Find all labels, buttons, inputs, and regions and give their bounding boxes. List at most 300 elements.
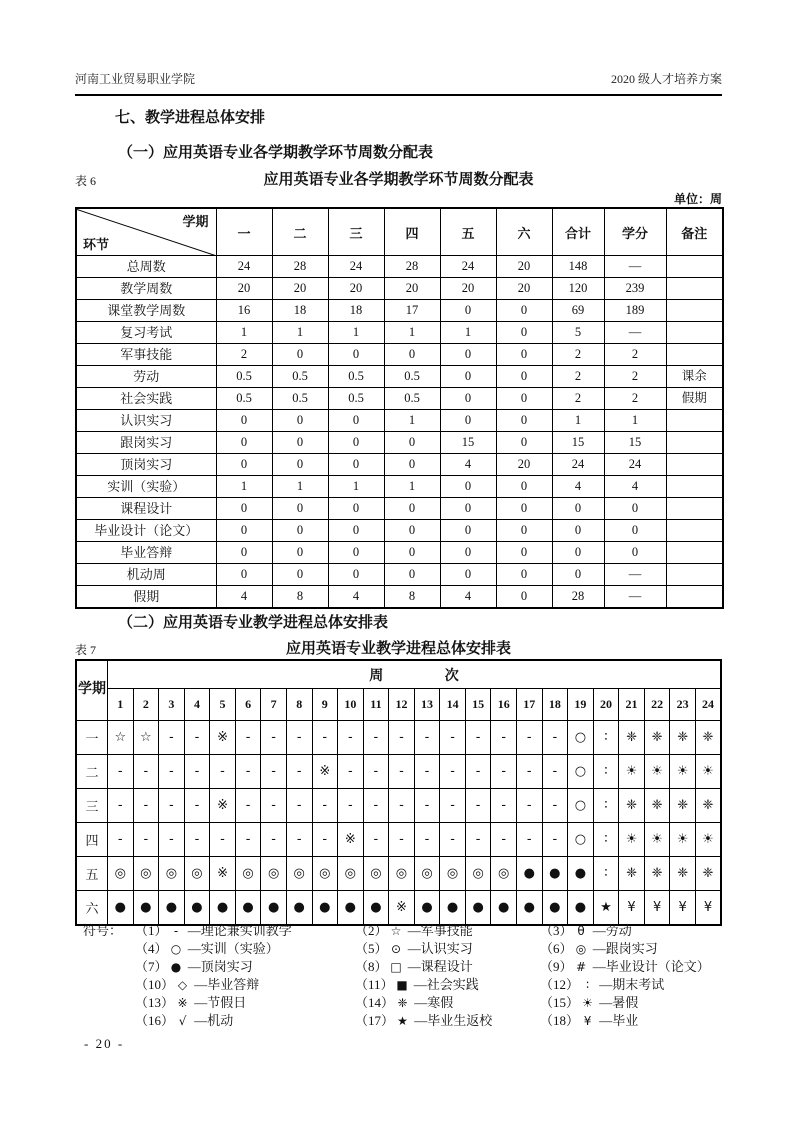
week-cell: ◎ [414, 857, 440, 891]
data-cell: 8 [272, 586, 328, 609]
week-cell: - [389, 789, 415, 823]
legend-name: —毕业设计（论文） [589, 959, 710, 974]
data-cell: 0 [384, 432, 440, 454]
data-cell: 0 [328, 564, 384, 586]
diagonal-header-cell [76, 208, 216, 256]
week-cell: - [414, 721, 440, 755]
week-cell: - [210, 755, 236, 789]
column-header: 一 [216, 208, 272, 256]
data-cell: 0 [272, 410, 328, 432]
data-cell: 15 [440, 432, 496, 454]
week-cell: ★ [593, 891, 619, 926]
data-cell: 0 [440, 476, 496, 498]
week-number: 5 [210, 689, 236, 721]
dash-icon: - [173, 924, 179, 938]
data-cell: 0 [272, 564, 328, 586]
week-cell: ☀ [670, 755, 696, 789]
data-cell: 148 [552, 256, 604, 278]
week-cell: ● [414, 891, 440, 926]
data-cell: 0 [384, 520, 440, 542]
legend-number: （3） [540, 923, 573, 938]
week-cell: - [159, 789, 185, 823]
week-cell: ※ [210, 857, 236, 891]
data-cell: 0 [496, 586, 552, 609]
data-cell: 2 [552, 388, 604, 410]
data-cell [666, 498, 723, 520]
week-cell: - [542, 789, 568, 823]
week-cell: ❈ [644, 721, 670, 755]
data-cell: 0 [328, 344, 384, 366]
reference-mark-icon: ※ [177, 996, 188, 1010]
week-number: 10 [338, 689, 364, 721]
data-cell [666, 278, 723, 300]
legend-name: —社会实践 [410, 977, 479, 992]
data-cell: 28 [552, 586, 604, 609]
data-cell [666, 300, 723, 322]
data-cell: 0 [328, 432, 384, 454]
week-cell: - [184, 721, 210, 755]
week-cell: ∶ [593, 755, 619, 789]
diamond-outline-icon: ◇ [177, 978, 188, 992]
data-cell: 0 [216, 498, 272, 520]
week-number: 9 [312, 689, 338, 721]
data-cell: 0.5 [384, 388, 440, 410]
data-cell: 0 [604, 542, 666, 564]
legend-number: （17） [355, 1013, 395, 1028]
week-cell: - [440, 755, 466, 789]
legend-item [540, 994, 731, 1012]
legend-name: —军事技能 [404, 923, 473, 938]
table6-header-row [76, 208, 723, 256]
data-cell: 0 [216, 564, 272, 586]
week-cell: ❈ [619, 789, 645, 823]
week-cell: - [286, 823, 312, 857]
week-cell: ¥ [670, 891, 696, 926]
header-school-name: 河南工业贸易职业学院 [75, 72, 196, 86]
checkmark-icon: √ [178, 1014, 187, 1028]
week-cell: ● [159, 891, 185, 926]
week-cell: - [389, 823, 415, 857]
week-cell: - [465, 721, 491, 755]
data-cell: 0.5 [384, 366, 440, 388]
legend-item [355, 1012, 540, 1030]
week-cell: ◎ [440, 857, 466, 891]
week-cell: - [491, 789, 517, 823]
week-number: 23 [670, 689, 696, 721]
week-cell: - [389, 755, 415, 789]
legend-number: （5） [355, 941, 388, 956]
table-row [76, 586, 723, 609]
week-cell: - [465, 823, 491, 857]
week-cell: ☆ [133, 721, 159, 755]
legend-name: —跟岗实习 [589, 941, 658, 956]
week-cell: - [363, 789, 389, 823]
row-label: 假期 [76, 586, 216, 609]
week-cell: ¥ [695, 891, 721, 926]
week-cell: - [414, 789, 440, 823]
week-cell: ❈ [644, 857, 670, 891]
row-label: 顶岗实习 [76, 454, 216, 476]
week-cell: ● [312, 891, 338, 926]
data-cell: 4 [440, 454, 496, 476]
data-cell: 24 [440, 256, 496, 278]
week-cell: ● [491, 891, 517, 926]
table7-title: 应用英语专业教学进程总体安排表 [285, 641, 511, 657]
data-cell: 8 [384, 586, 440, 609]
data-cell: — [604, 564, 666, 586]
week-number: 17 [517, 689, 543, 721]
week-cell: - [338, 755, 364, 789]
week-cell: - [517, 755, 543, 789]
data-cell: 4 [216, 586, 272, 609]
week-cell: - [312, 789, 338, 823]
data-cell [666, 432, 723, 454]
legend-name: —顶岗实习 [184, 959, 253, 974]
week-number: 12 [389, 689, 415, 721]
legend-prefix-empty [83, 994, 135, 1012]
week-number: 13 [414, 689, 440, 721]
week-number: 1 [108, 689, 134, 721]
week-cell: - [261, 755, 287, 789]
week-cell: ※ [338, 823, 364, 857]
data-cell: 0 [384, 454, 440, 476]
data-cell [666, 542, 723, 564]
legend-number: （1） [135, 923, 168, 938]
week-cell: - [414, 755, 440, 789]
data-cell: 20 [272, 278, 328, 300]
table-row [76, 454, 723, 476]
data-cell: 1 [328, 476, 384, 498]
legend-number: （14） [355, 995, 395, 1010]
legend-item [355, 958, 540, 976]
table6-number: 表 6 [75, 174, 97, 188]
colon-icon: ∶ [585, 978, 590, 992]
week-number: 11 [363, 689, 389, 721]
table-row [76, 823, 721, 857]
week-number: 22 [644, 689, 670, 721]
week-cell: ☀ [644, 755, 670, 789]
row-label: 毕业设计（论文） [76, 520, 216, 542]
snowflake-icon: ❈ [397, 996, 408, 1010]
week-header-left: 周 [369, 668, 384, 684]
legend-item [135, 994, 355, 1012]
legend-item [540, 1012, 731, 1030]
legend-item [135, 958, 355, 976]
data-cell: 4 [552, 476, 604, 498]
week-cell: ● [568, 891, 594, 926]
week-cell: - [440, 823, 466, 857]
week-header-right: 次 [444, 668, 459, 684]
table7 [75, 659, 722, 926]
data-cell: — [604, 256, 666, 278]
week-cell: - [542, 721, 568, 755]
legend-number: （9） [540, 959, 573, 974]
column-header: 备注 [666, 208, 723, 256]
data-cell: 0.5 [328, 388, 384, 410]
row-label: 跟岗实习 [76, 432, 216, 454]
section-title: 七、教学进程总体安排 [115, 110, 266, 126]
data-cell: 0 [216, 410, 272, 432]
data-cell: 0 [440, 564, 496, 586]
legend-number: （7） [135, 959, 168, 974]
week-cell: - [338, 789, 364, 823]
data-cell: 1 [384, 410, 440, 432]
week-cell: - [338, 721, 364, 755]
hash-icon: # [575, 960, 587, 974]
data-cell: 0 [440, 366, 496, 388]
data-cell: 18 [328, 300, 384, 322]
week-cell: ● [517, 857, 543, 891]
data-cell: 0 [496, 388, 552, 410]
legend-name: —机动 [191, 1013, 234, 1028]
week-cell: - [517, 823, 543, 857]
week-header [108, 660, 722, 689]
symbol-legend [83, 922, 731, 1030]
week-cell: - [363, 755, 389, 789]
table-row [76, 721, 721, 755]
legend-number: （2） [355, 923, 388, 938]
week-cell: - [440, 789, 466, 823]
legend-name: —寒假 [411, 995, 454, 1010]
data-cell: 4 [440, 586, 496, 609]
data-cell: 0 [496, 322, 552, 344]
table-row [76, 542, 723, 564]
data-cell: 15 [552, 432, 604, 454]
page-header [75, 70, 722, 96]
table-row [76, 300, 723, 322]
legend-number: （8） [355, 959, 388, 974]
week-cell: ※ [312, 755, 338, 789]
week-cell: ◎ [491, 857, 517, 891]
legend-name: —毕业生返校 [411, 1013, 493, 1028]
table6-unit-label: 单位：周 [673, 192, 722, 206]
data-cell: 0 [496, 300, 552, 322]
data-cell: 28 [272, 256, 328, 278]
week-cell: ∶ [593, 721, 619, 755]
week-cell: ❈ [670, 789, 696, 823]
data-cell: 0 [496, 344, 552, 366]
week-cell: ◎ [133, 857, 159, 891]
data-cell: 2 [552, 366, 604, 388]
header-plan-name: 2020 级人才培养方案 [610, 72, 722, 86]
row-label: 课程设计 [76, 498, 216, 520]
semester-label: 一 [76, 721, 108, 755]
legend-name: —劳动 [589, 923, 632, 938]
data-cell [666, 520, 723, 542]
week-number: 4 [184, 689, 210, 721]
week-cell: - [312, 721, 338, 755]
week-cell: - [159, 721, 185, 755]
data-cell: 1 [552, 410, 604, 432]
week-cell: - [440, 721, 466, 755]
week-cell: - [491, 721, 517, 755]
week-cell: ☆ [108, 721, 134, 755]
data-cell: 0 [440, 410, 496, 432]
week-cell: - [159, 755, 185, 789]
week-cell: ◎ [363, 857, 389, 891]
week-cell: ❈ [695, 789, 721, 823]
week-cell: - [210, 823, 236, 857]
week-cell: ○ [568, 721, 594, 755]
week-cell: ◎ [465, 857, 491, 891]
data-cell: 24 [604, 454, 666, 476]
table6-caption [75, 168, 722, 190]
data-cell: 4 [328, 586, 384, 609]
semester-label: 二 [76, 755, 108, 789]
table-row [76, 789, 721, 823]
data-cell: 0 [552, 542, 604, 564]
data-cell: 24 [216, 256, 272, 278]
table-row [76, 432, 723, 454]
week-cell: ∶ [593, 823, 619, 857]
data-cell [666, 256, 723, 278]
data-cell: 0 [384, 498, 440, 520]
data-cell: 2 [604, 344, 666, 366]
star-outline-icon: ☆ [390, 924, 402, 938]
week-cell: ● [210, 891, 236, 926]
legend-prefix-empty [83, 1012, 135, 1030]
week-cell: - [414, 823, 440, 857]
subsection1-title: （一）应用英语专业各学期教学环节周数分配表 [118, 145, 434, 161]
legend-item [355, 922, 540, 940]
data-cell: 1 [272, 476, 328, 498]
week-cell: - [108, 789, 134, 823]
corner-label-activity: 环节 [83, 237, 110, 252]
data-cell: 239 [604, 278, 666, 300]
theta-icon: θ [577, 924, 585, 938]
week-number: 21 [619, 689, 645, 721]
week-cell: ∶ [593, 857, 619, 891]
week-cell: - [312, 823, 338, 857]
legend-name: —毕业 [596, 1013, 639, 1028]
week-cell: ◎ [312, 857, 338, 891]
week-cell: ¥ [644, 891, 670, 926]
semester-label: 四 [76, 823, 108, 857]
data-cell: 20 [496, 256, 552, 278]
data-cell: 16 [216, 300, 272, 322]
week-number: 20 [593, 689, 619, 721]
circled-dot-icon: ⊙ [390, 942, 402, 956]
table-row [76, 366, 723, 388]
legend-name: —实训（实验） [184, 941, 279, 956]
week-cell: ● [184, 891, 210, 926]
legend-item [540, 958, 731, 976]
table-row [76, 278, 723, 300]
legend-name: —毕业答辩 [191, 977, 260, 992]
week-number: 7 [261, 689, 287, 721]
table-row [76, 410, 723, 432]
week-cell: ◎ [235, 857, 261, 891]
table-row [76, 476, 723, 498]
row-label: 教学周数 [76, 278, 216, 300]
data-cell: 0.5 [272, 366, 328, 388]
week-cell: - [133, 789, 159, 823]
data-cell: 0.5 [216, 366, 272, 388]
week-number: 3 [159, 689, 185, 721]
week-cell: ◎ [389, 857, 415, 891]
black-square-icon: ■ [396, 978, 408, 992]
data-cell: 0 [216, 432, 272, 454]
legend-prefix-empty [83, 976, 135, 994]
data-cell: 0 [440, 344, 496, 366]
data-cell: 0 [496, 432, 552, 454]
data-cell: 0 [328, 454, 384, 476]
table-row [76, 857, 721, 891]
column-header: 二 [272, 208, 328, 256]
week-cell: ● [261, 891, 287, 926]
data-cell: 1 [440, 322, 496, 344]
data-cell: 0 [384, 564, 440, 586]
row-label: 实训（实验） [76, 476, 216, 498]
data-cell [666, 322, 723, 344]
week-cell: ● [108, 891, 134, 926]
row-label: 复习考试 [76, 322, 216, 344]
data-cell: 24 [552, 454, 604, 476]
data-cell: — [604, 586, 666, 609]
week-number: 6 [235, 689, 261, 721]
data-cell: 4 [604, 476, 666, 498]
data-cell: 0 [272, 454, 328, 476]
week-cell: ∶ [593, 789, 619, 823]
data-cell: 189 [604, 300, 666, 322]
data-cell: 1 [216, 476, 272, 498]
legend-number: （15） [540, 995, 580, 1010]
column-header: 四 [384, 208, 440, 256]
sun-icon: ☀ [582, 996, 593, 1010]
week-cell: ● [440, 891, 466, 926]
data-cell [666, 564, 723, 586]
subsection2-title: （二）应用英语专业教学进程总体安排表 [118, 615, 389, 631]
legend-number: （12） [540, 977, 580, 992]
week-cell: ○ [568, 755, 594, 789]
week-cell: ● [338, 891, 364, 926]
week-cell: ◎ [108, 857, 134, 891]
data-cell: 0 [216, 454, 272, 476]
legend-item [540, 940, 731, 958]
data-cell: 20 [216, 278, 272, 300]
week-cell: ❈ [619, 857, 645, 891]
data-cell: 0 [272, 498, 328, 520]
table7-caption [75, 637, 722, 659]
data-cell: 0 [496, 410, 552, 432]
legend-number: （4） [135, 941, 168, 956]
data-cell: 0 [440, 388, 496, 410]
week-cell: ◎ [261, 857, 287, 891]
data-cell: 1 [216, 322, 272, 344]
week-cell: - [261, 823, 287, 857]
data-cell: 1 [384, 322, 440, 344]
week-cell: - [108, 823, 134, 857]
week-cell: ※ [389, 891, 415, 926]
week-cell: - [235, 721, 261, 755]
week-cell: - [184, 823, 210, 857]
data-cell: 0 [216, 520, 272, 542]
week-cell: - [261, 789, 287, 823]
column-header: 三 [328, 208, 384, 256]
column-header: 六 [496, 208, 552, 256]
week-cell: - [108, 755, 134, 789]
table-row [76, 520, 723, 542]
data-cell: 2 [552, 344, 604, 366]
legend-name: —理论兼实训教学 [184, 923, 292, 938]
data-cell: 15 [604, 432, 666, 454]
week-cell: - [184, 755, 210, 789]
week-cell: - [389, 721, 415, 755]
week-cell: - [363, 721, 389, 755]
week-cell: ❈ [619, 721, 645, 755]
week-cell: ☀ [619, 823, 645, 857]
week-cell: - [235, 789, 261, 823]
